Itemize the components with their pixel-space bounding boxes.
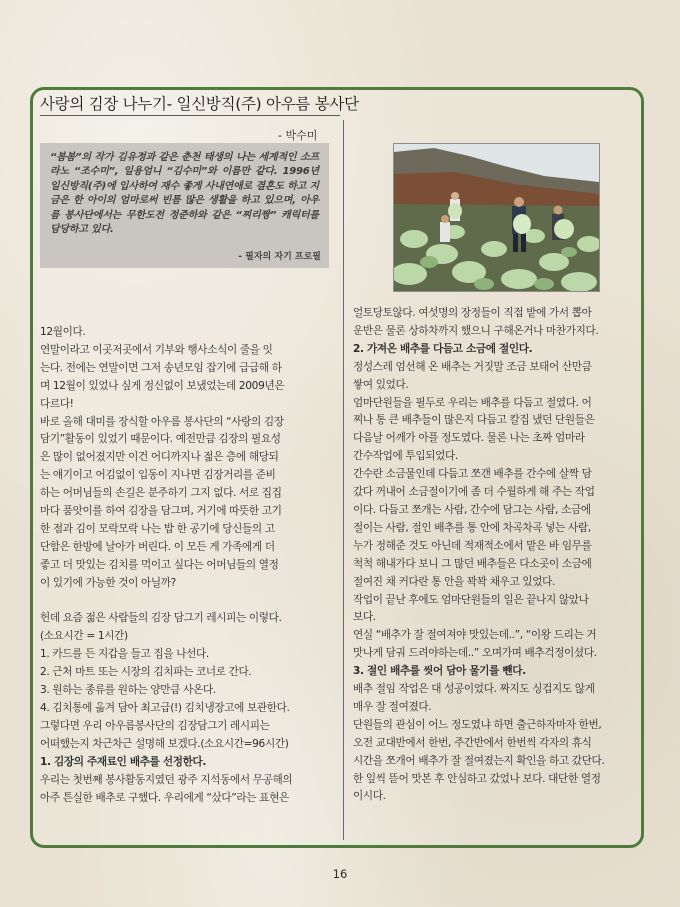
article-line: 시간을 쪼개어 배추가 잘 절여졌는지 확인을 하고 갔단다.	[353, 754, 605, 767]
article-line: 한 잎씩 뜯어 맛본 후 안심하고 갔었나 보다. 대단한 열정	[353, 772, 601, 785]
article-line: 아주 튼실한 배추로 구했다. 우리에게 “샀다”라는 표현은	[40, 791, 289, 804]
article-line: 단원들의 관심이 어느 정도였냐 하면 출근하자마자 한번,	[353, 718, 602, 731]
article-line: 우리는 첫번째 봉사활동지였던 광주 지석동에서 무공해의	[40, 773, 293, 786]
article-line: 3. 원하는 종류를 원하는 양만큼 사온다.	[40, 684, 216, 697]
article-line	[40, 593, 332, 611]
article-line: 보다.	[353, 611, 376, 624]
article-line: 1. 김장의 주재료인 배추를 선정한다.	[40, 755, 207, 768]
article-title: 사랑의 김장 나누기- 일신방직(주) 아우름 봉사단	[40, 95, 359, 113]
profile-caption: - 필자의 자기 프로필	[238, 252, 321, 262]
article-line: 는다. 전에는 연말이면 그저 송년모임 잡기에 급급해 하	[40, 361, 282, 374]
article-line: 마다 품앗이를 하여 김장을 담그며, 거기에 따뜻한 고기	[40, 505, 282, 518]
article-right-column	[353, 305, 643, 806]
article-line: 은 많이 없어졌지만 이건 어디까지나 젊은 층에 해당되	[40, 451, 279, 464]
article-line: 배추 절임 작업은 대 성공이었다. 짜지도 싱겁지도 않게	[353, 683, 595, 696]
article-line: 찌나 통 큰 배추들이 많은지 다듬고 칼집 냈던 단원들은	[353, 414, 595, 427]
article-line: 연실 “배추가 잘 절여져야 맛있는데..”, “이왕 드리는 거	[353, 629, 597, 642]
article-left-column	[40, 324, 332, 807]
article-line: 헌데 요즘 젊은 사람들의 김장 담그기 레시피는 이렇다.	[40, 612, 282, 625]
article-line: 매우 잘 절여졌다.	[353, 700, 432, 713]
article-line: 단함은 한방에 날아가 버린다. 이 모든 게 가족에게 더	[40, 540, 275, 553]
page-number: 16	[332, 867, 348, 881]
article-line: 좋고 더 맛있는 김치를 먹이고 싶다는 어머님들의 열정	[40, 558, 279, 571]
cabbage-field-photo-icon	[393, 143, 600, 292]
article-line: 하는 어머님들의 손길은 분주하기 그지 없다. 서로 집집	[40, 487, 282, 500]
article-line: 2. 가져온 배추를 다듬고 소금에 절인다.	[353, 342, 533, 355]
article-line: 척척 해내가다 보니 그 많던 배추들은 다소곳이 소금에	[353, 557, 592, 570]
article-line: 4. 김치통에 옮겨 담아 최고급(!) 김치냉장고에 보관한다.	[40, 702, 290, 715]
article-line: 는 얘기이고 어김없이 입동이 지나면 김장거리를 준비	[40, 469, 276, 482]
column-divider	[343, 120, 344, 840]
article-line: 한 점과 김이 모락모락 나는 밥 한 공기에 당신들의 고	[40, 522, 275, 535]
article-line: 작업이 끝난 후에도 엄마단원들의 일은 끝나지 않았나	[353, 593, 589, 606]
article-line: 누가 정해준 것도 아닌데 적재적소에서 맡은 바 임무를	[353, 539, 592, 552]
article-line: 3. 절인 배추를 씻어 담아 물기를 뺀다.	[353, 665, 526, 678]
article-line: 연말이라고 이곳저곳에서 기부와 행사소식이 줄을 잇	[40, 343, 273, 356]
article-line: 그렇다면 우리 아우름봉사단의 김장담그기 레시피는	[40, 719, 270, 732]
article-line: 정성스레 엄선해 온 배추는 거짓말 조금 보태어 산만큼	[353, 360, 592, 373]
article-line: 간수작업에 투입되었다.	[353, 450, 458, 463]
article-line: 절여진 채 커다란 통 안을 꽉꽉 채우고 있었다.	[353, 575, 556, 588]
article-line: 1. 카드를 든 지갑을 들고 집을 나선다.	[40, 648, 209, 661]
article-line: (소요시간 = 1시간)	[40, 630, 128, 643]
profile-text: “봄봄”의 작가 김유정과 같은 춘천 태생의 나는 세계적인 소프라노 “조수미”, 일용엄니 “김수미”와 이름만 같다. 1996년 일신방직(주)에 입사하여 재수 좋게 사내연애로 결혼도 하고 지금은 한 아이의 엄마로써 빈틈 많은 생활을 하고 있으며, 아우름 봉사단에서는 무한도전 정준하와 같은 “찌리짱” 캐릭터를 담당하고 있다.	[50, 152, 319, 236]
article-line: 며 12월이 있었나 싶게 정신없이 보냈었는데 2009년은	[40, 379, 285, 392]
article-line: 오전 교대반에서 한번, 주간반에서 한번씩 각자의 휴식	[353, 736, 592, 749]
article-line: 이시다.	[353, 790, 386, 803]
article-line: 2. 근처 마트 또는 시장의 김치파는 코너로 간다.	[40, 666, 252, 679]
article-line: 다르다!	[40, 397, 74, 410]
article-line: 담기”활동이 있었기 때문이다. 예전만큼 김장의 필요성	[40, 433, 281, 446]
article-line: 12월이다.	[40, 326, 86, 338]
article-line: 엄마단원들을 필두로 우리는 배추를 다듬고 절였다. 어	[353, 396, 592, 409]
article-line: 갔다 꺼내어 소금절이기에 좀 더 수월하게 해 주는 작업	[353, 486, 595, 499]
article-line: 이다. 다듬고 쪼개는 사람, 간수에 담그는 사람, 소금에	[353, 503, 591, 516]
article-line: 간수란 소금물인데 다듬고 쪼갠 배추를 간수에 살짝 담	[353, 468, 592, 481]
article-line: 운반은 물론 상하차까지 했으니 구해온거나 마찬가지다.	[353, 324, 599, 337]
article-line: 얼토당토않다. 여섯명의 장정들이 직접 밭에 가서 뽑아	[353, 307, 592, 319]
author-byline: - 박수미	[278, 129, 318, 142]
article-line: 어떠했는지 차근차근 설명해 보겠다.(소요시간=96시간)	[40, 737, 289, 750]
title-underline	[40, 115, 340, 116]
article-line: 이 있기에 가능한 것이 아닐까?	[40, 576, 176, 589]
article-line: 맛나게 담궈 드려야하는데..” 오며가며 배추걱정이셨다.	[353, 647, 597, 660]
article-line: 바로 올해 대미를 장식할 아우름 봉사단의 “사랑의 김장	[40, 415, 284, 428]
author-profile-box	[40, 143, 329, 268]
article-line: 다음날 어깨가 아플 정도였다. 물론 나는 초짜 엄마라	[353, 432, 585, 445]
article-line: 쌓여 있었다.	[353, 378, 409, 391]
article-line: 절이는 사람, 절인 배추를 통 안에 차곡차곡 넣는 사람,	[353, 521, 591, 534]
